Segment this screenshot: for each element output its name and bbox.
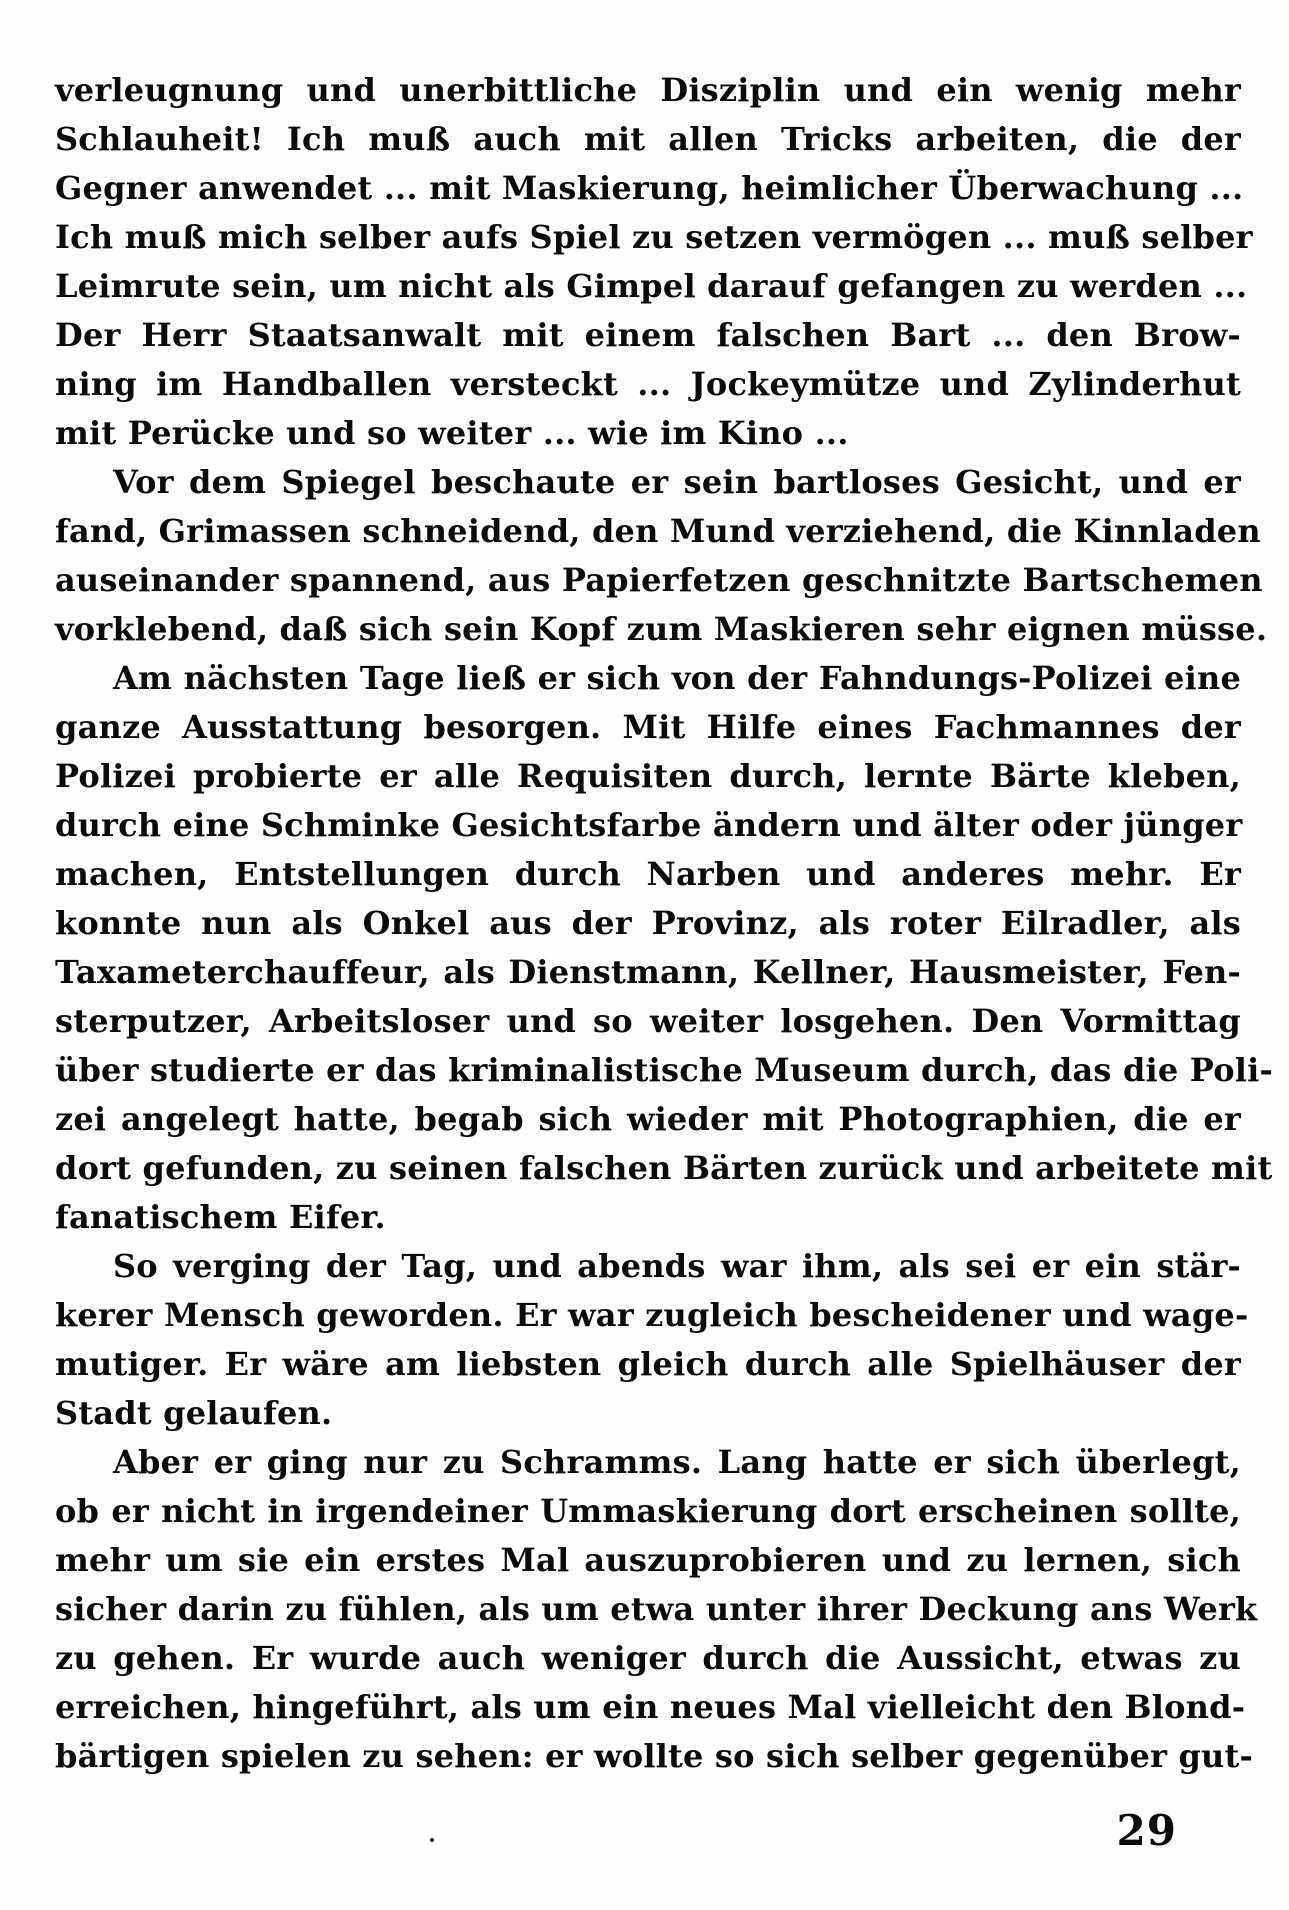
ink-speck <box>430 1838 434 1842</box>
text-line: Gegner anwendet ... mit Maskierung, heimlicher Überwachung ... <box>55 169 1244 207</box>
text-line: erreichen, hingeführt, als um ein neues Mal vielleicht den Blond- <box>55 1688 1246 1726</box>
text-line: Schlauheit! Ich muß auch mit allen Tricks arbeiten, die der <box>55 120 1241 158</box>
text-line: konnte nun als Onkel aus der Provinz, als roter Eilradler, als <box>55 904 1241 942</box>
text-line: zei angelegt hatte, begab sich wieder mit Photographien, die er <box>55 1100 1241 1138</box>
text-line: dort gefunden, zu seinen falschen Bärten zurück und arbeitete mit <box>55 1149 1273 1187</box>
text-line: So verging der Tag, und abends war ihm, als sei er ein stär- <box>113 1247 1241 1285</box>
text-line: ganze Ausstattung besorgen. Mit Hilfe eines Fachmannes der <box>55 708 1241 746</box>
text-line: Taxameterchauffeur, als Dienstmann, Kellner, Hausmeister, Fen- <box>55 953 1241 991</box>
text-line: ob er nicht in irgendeiner Ummaskierung dort erscheinen sollte, <box>55 1492 1241 1530</box>
text-line: zu gehen. Er wurde auch weniger durch die Aussicht, etwas zu <box>55 1639 1241 1677</box>
text-line: Aber er ging nur zu Schramms. Lang hatte er sich überlegt, <box>113 1443 1241 1481</box>
text-line: Der Herr Staatsanwalt mit einem falschen Bart ... den Brow- <box>55 316 1241 354</box>
text-line: verleugnung und unerbittliche Disziplin und ein wenig mehr <box>55 71 1241 109</box>
text-line: durch eine Schminke Gesichtsfarbe ändern und älter oder jünger <box>55 806 1243 844</box>
text-line: mit Perücke und so weiter ... wie im Kino ... <box>55 414 849 452</box>
text-line: kerer Mensch geworden. Er war zugleich bescheidener und wage- <box>55 1296 1249 1334</box>
text-line: sicher darin zu fühlen, als um etwa unter ihrer Deckung ans Werk <box>55 1590 1258 1628</box>
text-line: fanatischem Eifer. <box>55 1198 386 1236</box>
text-line: fand, Grimassen schneidend, den Mund verziehend, die Kinnladen <box>55 512 1261 550</box>
text-line: sterputzer, Arbeitsloser und so weiter losgehen. Den Vormittag <box>55 1002 1241 1040</box>
text-line: Ich muß mich selber aufs Spiel zu setzen vermögen ... muß selber <box>55 218 1253 256</box>
text-line: bärtigen spielen zu sehen: er wollte so sich selber gegenüber gut- <box>55 1737 1253 1775</box>
text-line: auseinander spannend, aus Papierfetzen geschnitzte Bartschemen <box>55 561 1263 599</box>
text-line: Stadt gelaufen. <box>55 1394 333 1432</box>
text-line: machen, Entstellungen durch Narben und anderes mehr. Er <box>55 855 1241 893</box>
text-line: Vor dem Spiegel beschaute er sein bartloses Gesicht, und er <box>113 463 1241 501</box>
text-line: ning im Handballen versteckt ... Jockeymütze und Zylinderhut <box>55 365 1241 403</box>
page-number: 29 <box>1116 1806 1177 1855</box>
text-line: Leimrute sein, um nicht als Gimpel darauf gefangen zu werden ... <box>55 267 1248 305</box>
text-line: Polizei probierte er alle Requisiten durch, lernte Bärte kleben, <box>55 757 1241 795</box>
text-line: mutiger. Er wäre am liebsten gleich durch alle Spielhäuser der <box>55 1345 1241 1383</box>
text-line: mehr um sie ein erstes Mal auszuprobieren und zu lernen, sich <box>55 1541 1241 1579</box>
text-line: über studierte er das kriminalistische Museum durch, das die Poli- <box>55 1051 1273 1089</box>
text-line: Am nächsten Tage ließ er sich von der Fahndungs-Polizei eine <box>113 659 1241 697</box>
text-line: vorklebend, daß sich sein Kopf zum Maskieren sehr eignen müsse. <box>55 610 1268 648</box>
body-text <box>55 66 1273 1781</box>
